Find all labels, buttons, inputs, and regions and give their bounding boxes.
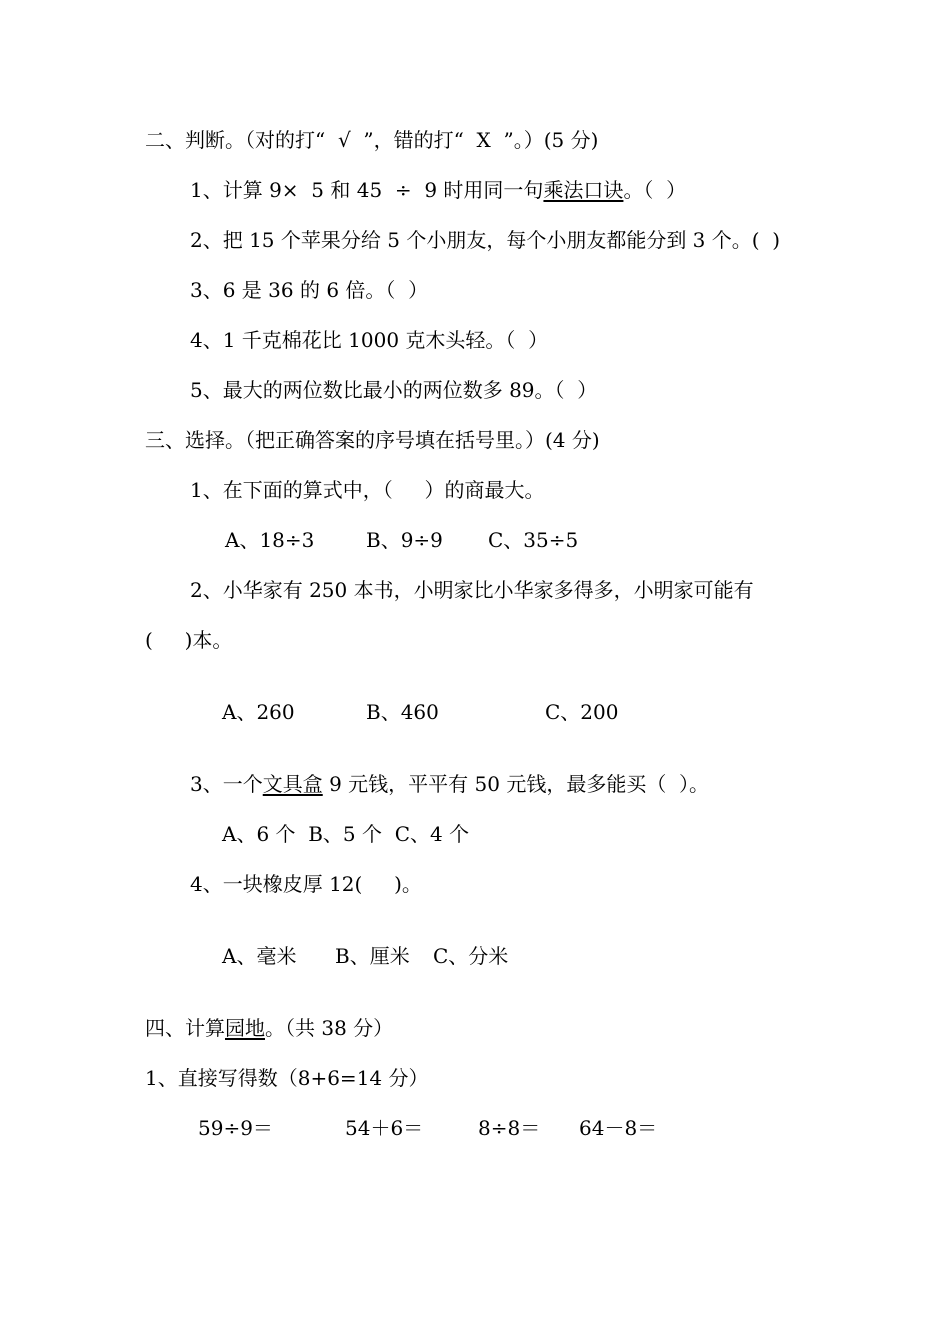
choice-q1-option-c: C、35÷5: [488, 528, 579, 552]
choice-question-2: 2、小华家有 250 本书，小明家比小华家多得多，小明家可能有: [190, 578, 754, 602]
choice-question-4: 4、一块橡皮厚 12( )。: [190, 872, 422, 896]
answer-blank: 。（ ）: [623, 178, 687, 202]
judgment-item-5: 5、最大的两位数比最小的两位数多 89。（ ）: [190, 378, 598, 402]
calc-problem-1: 59÷9＝: [198, 1116, 273, 1140]
choice-q4-option-a: A、毫米: [222, 944, 297, 968]
choice-q4-option-c: C、分米: [433, 944, 509, 968]
underlined-term: 园地: [225, 1016, 265, 1040]
choice-q2-option-a: A、260: [222, 700, 295, 724]
section-heading-choice: 三、选择。（把正确答案的序号填在括号里。）(4 分): [145, 428, 600, 452]
section-heading-judgment: 二、判断。（对的打“ √ ”，错的打“ X ”。）(5 分): [145, 128, 599, 152]
calc-heading-points: 。（共 38 分）: [265, 1016, 394, 1040]
calc-subheading-1: 1、直接写得数（8+6=14 分）: [145, 1066, 429, 1090]
judgment-item-1: [190, 176, 686, 204]
section-heading-calculation: [145, 1014, 393, 1042]
choice-q1-option-a: A、18÷3: [225, 528, 315, 552]
calc-problem-4: 64－8＝: [579, 1116, 658, 1140]
underlined-term: 乘法口诀: [543, 178, 624, 202]
choice-q2-option-b: B、460: [366, 700, 439, 724]
calc-problem-2: 54＋6＝: [345, 1116, 424, 1140]
choice-q1-option-b: B、9÷9: [366, 528, 443, 552]
judgment-item-3: 3、6 是 36 的 6 倍。（ ）: [190, 278, 429, 302]
calc-heading-lead: 四、计算: [145, 1016, 225, 1040]
judgment-item-2: 2、把 15 个苹果分给 5 个小朋友，每个小朋友都能分到 3 个。( ): [190, 228, 781, 252]
choice-question-1: 1、在下面的算式中，（ ）的商最大。: [190, 478, 545, 502]
choice-q4-option-b: B、厘米: [335, 944, 410, 968]
judgment-item-4: 4、1 千克棉花比 1000 克木头轻。（ ）: [190, 328, 549, 352]
judgment-item-1-text: 1、计算 9× 5 和 45 ÷ 9 时用同一句: [190, 178, 544, 202]
choice-q2-option-c: C、200: [545, 700, 619, 724]
calc-problem-3: 8÷8＝: [478, 1116, 541, 1140]
choice-q3-lead: 3、一个: [190, 772, 263, 796]
choice-question-2-continued: ( )本。: [145, 628, 233, 652]
choice-q3-options: A、6 个 B、5 个 C、4 个: [222, 822, 470, 846]
choice-q3-rest: 9 元钱，平平有 50 元钱，最多能买（ ）。: [322, 772, 710, 796]
underlined-term: 文具盒: [262, 772, 323, 796]
choice-question-3: [190, 770, 709, 798]
